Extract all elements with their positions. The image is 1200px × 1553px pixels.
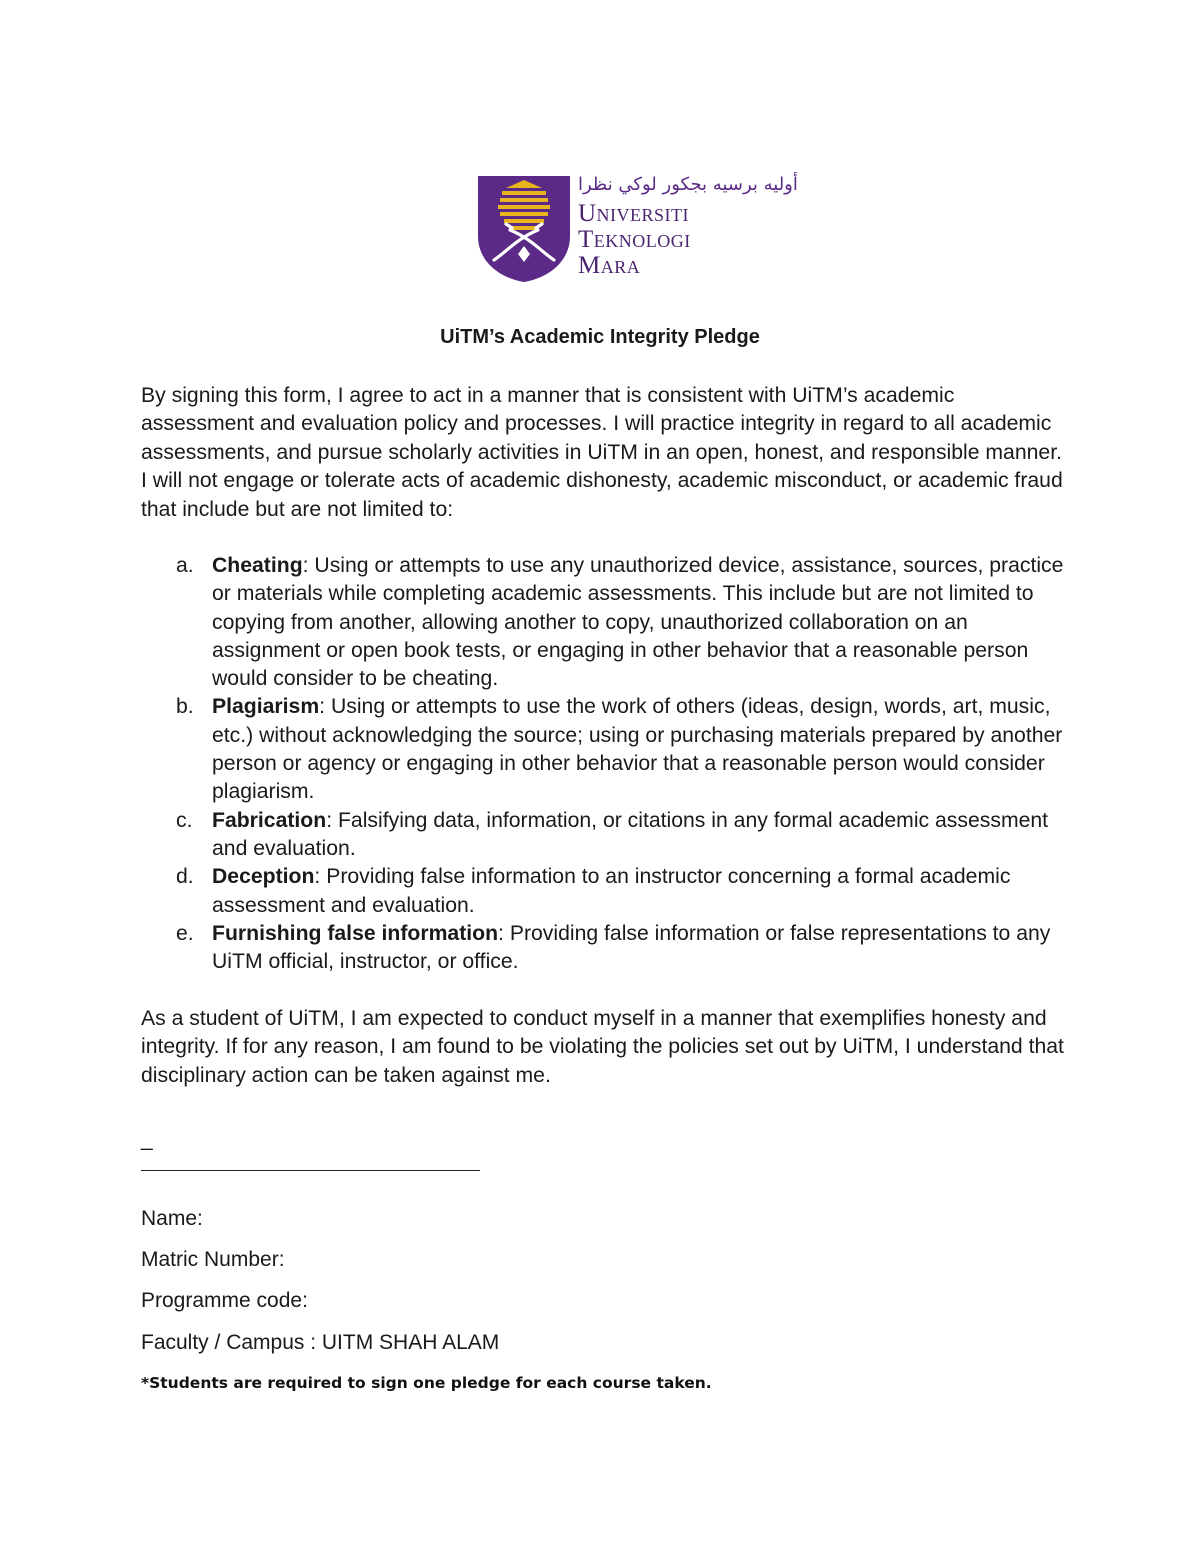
list-term: Cheating xyxy=(212,554,303,577)
list-text: : Providing false information to an instructor concerning a formal academic assessment and evaluation. xyxy=(212,865,1011,917)
list-item xyxy=(141,693,1081,806)
list-text: : Providing false information or false representations to any UiTM official, instructor, or office. xyxy=(212,921,1051,974)
document-title: UiTM’s Academic Integrity Pledge xyxy=(440,326,760,348)
list-text: : Using or attempts to use any unauthorized device, assistance, sources, practice or materials while completing academic assessments. This include but are not limited to copying from another, allowing another to copy, unauthorized collaboration on an assignment or open book tests, or engaging in other behavior that a reasonable person would consider to be cheating. xyxy=(212,554,1064,691)
misconduct-list xyxy=(141,552,1081,976)
list-text: : Using or attempts to use the work of others (ideas, design, words, art, music, etc.) without acknowledging the source; using or purchasing materials prepared by another person or agency or engaging in other behavior that a reasonable person would consider plagiarism. xyxy=(212,695,1063,804)
list-marker: e. xyxy=(176,921,194,945)
list-marker: b. xyxy=(176,695,194,719)
programme-code-field-label: Programme code: xyxy=(141,1289,308,1312)
faculty-campus-field: Faculty / Campus : UITM SHAH ALAM xyxy=(141,1331,500,1354)
intro-paragraph: By signing this form, I agree to act in a manner that is consistent with UiTM’s academic assessment and evaluation policy and processes. I will practice integrity in regard to all academic assessments, and pursue scholarly activities in UiTM in an open, honest, and responsible manner. I will not engage or tolerate acts of academic dishonesty, academic misconduct, or academic fraud that include but are not limited to: xyxy=(141,384,1063,521)
uitm-logo xyxy=(476,174,798,286)
name-field-label: Name: xyxy=(141,1207,203,1230)
signature-line xyxy=(141,1170,480,1171)
logo-word-universiti: Universiti xyxy=(578,200,690,227)
list-marker: c. xyxy=(176,808,193,832)
arabic-motto: أوليه برسيه بجكور لوكي نظرا xyxy=(578,174,798,195)
closing-paragraph: As a student of UiTM, I am expected to conduct myself in a manner that exemplifies honesty and integrity. If for any reason, I am found to be violating the policies set out by UiTM, I understand that disciplinary action can be taken against me. xyxy=(141,1007,1064,1087)
list-item xyxy=(141,863,1081,920)
list-marker: a. xyxy=(176,554,194,577)
list-term: Fabrication xyxy=(212,808,327,832)
matric-number-field-label: Matric Number: xyxy=(141,1248,285,1271)
logo-word-mara: Mara xyxy=(578,252,641,279)
logo-word-teknologi: Teknologi xyxy=(578,226,691,253)
list-item xyxy=(141,807,1081,864)
list-item xyxy=(141,920,1081,977)
signature-dash: _ xyxy=(141,1128,153,1151)
list-text: : Falsifying data, information, or citations in any formal academic assessment and evaluation. xyxy=(212,808,1049,860)
uitm-crest-icon xyxy=(476,174,572,284)
list-term: Plagiarism xyxy=(212,695,320,719)
list-marker: d. xyxy=(176,865,194,889)
list-term: Furnishing false information xyxy=(212,921,499,945)
list-term: Deception xyxy=(212,865,315,889)
footnote: *Students are required to sign one pledge for each course taken. xyxy=(141,1374,712,1392)
list-item xyxy=(141,552,1081,693)
